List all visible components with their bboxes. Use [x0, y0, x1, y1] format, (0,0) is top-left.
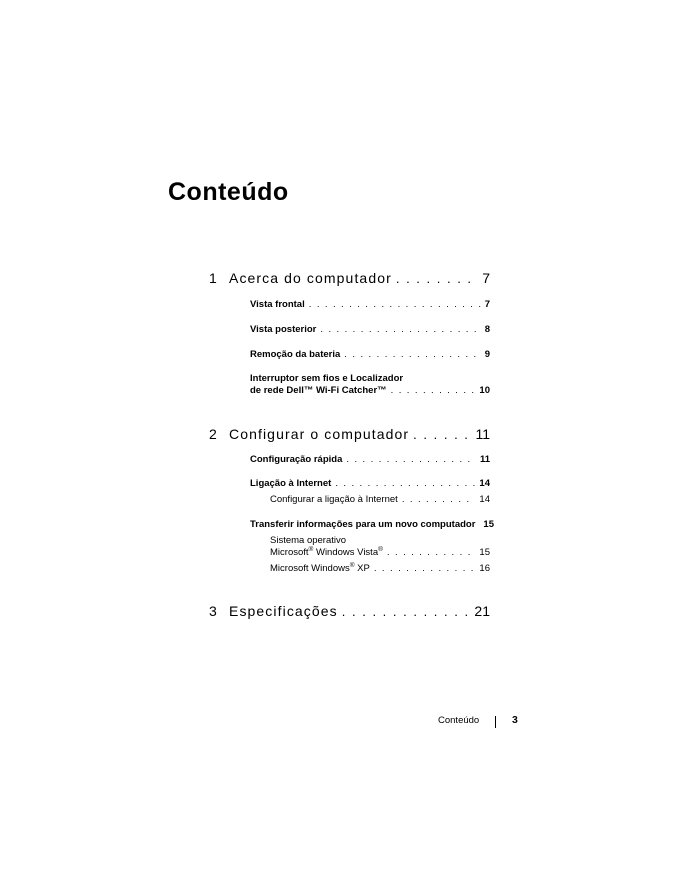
page-number: 21	[474, 603, 490, 619]
toc-subsection-configurar-ligacao[interactable]	[270, 494, 490, 505]
section-title: Configuração rápida	[250, 454, 343, 465]
toc-section-vista-posterior[interactable]	[250, 324, 490, 335]
dot-leader	[335, 478, 475, 489]
page-number: 11	[479, 454, 490, 465]
section-title: Transferir informações para um novo computador	[250, 519, 476, 530]
toc-subsection-windows-vista[interactable]	[270, 535, 490, 561]
page-number: 11	[475, 426, 490, 442]
chapter-title: Configurar o computador	[229, 426, 410, 442]
dot-leader	[374, 563, 476, 574]
product-text: XP	[354, 563, 370, 574]
registered-mark: ®	[378, 545, 383, 553]
toc-section-transferir[interactable]	[250, 519, 494, 530]
section-title: Vista frontal	[250, 299, 305, 310]
page-number: 14	[479, 478, 490, 489]
chapter-number: 2	[209, 426, 217, 442]
page-number: 14	[479, 494, 490, 505]
brand-text: Microsoft	[270, 547, 309, 558]
page-number: 15	[479, 547, 490, 558]
toc-chapter-3[interactable]	[209, 603, 490, 619]
brand-text: Microsoft Windows	[270, 563, 350, 574]
dot-leader	[346, 454, 476, 465]
chapter-number: 3	[209, 603, 217, 619]
page-number: 15	[483, 519, 494, 530]
section-title-line2: de rede Dell™ Wi-Fi Catcher™	[250, 385, 387, 396]
toc-section-interruptor[interactable]	[250, 373, 490, 399]
subsection-title-line1: Sistema operativo	[270, 535, 347, 546]
page-number: 16	[479, 563, 490, 574]
dot-leader	[344, 349, 480, 360]
subsection-title-line2	[270, 547, 383, 559]
subsection-title: Configurar a ligação à Internet	[270, 494, 398, 505]
toc-chapter-1[interactable]	[209, 270, 490, 286]
toc-subsection-windows-xp[interactable]	[270, 563, 490, 574]
toc-section-remocao-bateria[interactable]	[250, 349, 490, 360]
footer-label: Conteúdo	[438, 715, 480, 726]
registered-mark: ®	[349, 561, 355, 569]
subsection-title	[270, 563, 370, 574]
dot-leader	[342, 604, 471, 619]
section-title-line1: Interruptor sem fios e Localizador	[250, 373, 404, 384]
toc-chapter-2[interactable]	[209, 426, 490, 442]
dot-leader	[309, 299, 481, 310]
footer-divider	[495, 716, 496, 728]
dot-leader	[320, 324, 480, 335]
section-title: Vista posterior	[250, 324, 317, 335]
page-number: 9	[484, 349, 490, 360]
page-number: 8	[484, 324, 490, 335]
registered-mark: ®	[308, 545, 314, 553]
chapter-number: 1	[209, 270, 217, 286]
dot-leader	[391, 385, 476, 397]
dot-leader	[402, 494, 476, 505]
page-number: 7	[484, 299, 490, 310]
product-text: Windows Vista	[313, 547, 379, 558]
toc-section-configuracao-rapida[interactable]	[250, 454, 490, 465]
dot-leader	[413, 427, 471, 442]
page-title: Conteúdo	[168, 178, 289, 206]
chapter-title: Especificações	[229, 603, 338, 619]
dot-leader	[396, 271, 478, 286]
toc-section-vista-frontal[interactable]	[250, 299, 490, 310]
footer-page-number: 3	[512, 714, 518, 726]
toc-section-ligacao-internet[interactable]	[250, 478, 490, 489]
dot-leader	[387, 547, 476, 559]
section-title: Remoção da bateria	[250, 349, 341, 360]
page-number: 10	[479, 385, 490, 396]
page-number: 7	[482, 270, 490, 286]
chapter-title: Acerca do computador	[229, 270, 392, 286]
section-title: Ligação à Internet	[250, 478, 332, 489]
